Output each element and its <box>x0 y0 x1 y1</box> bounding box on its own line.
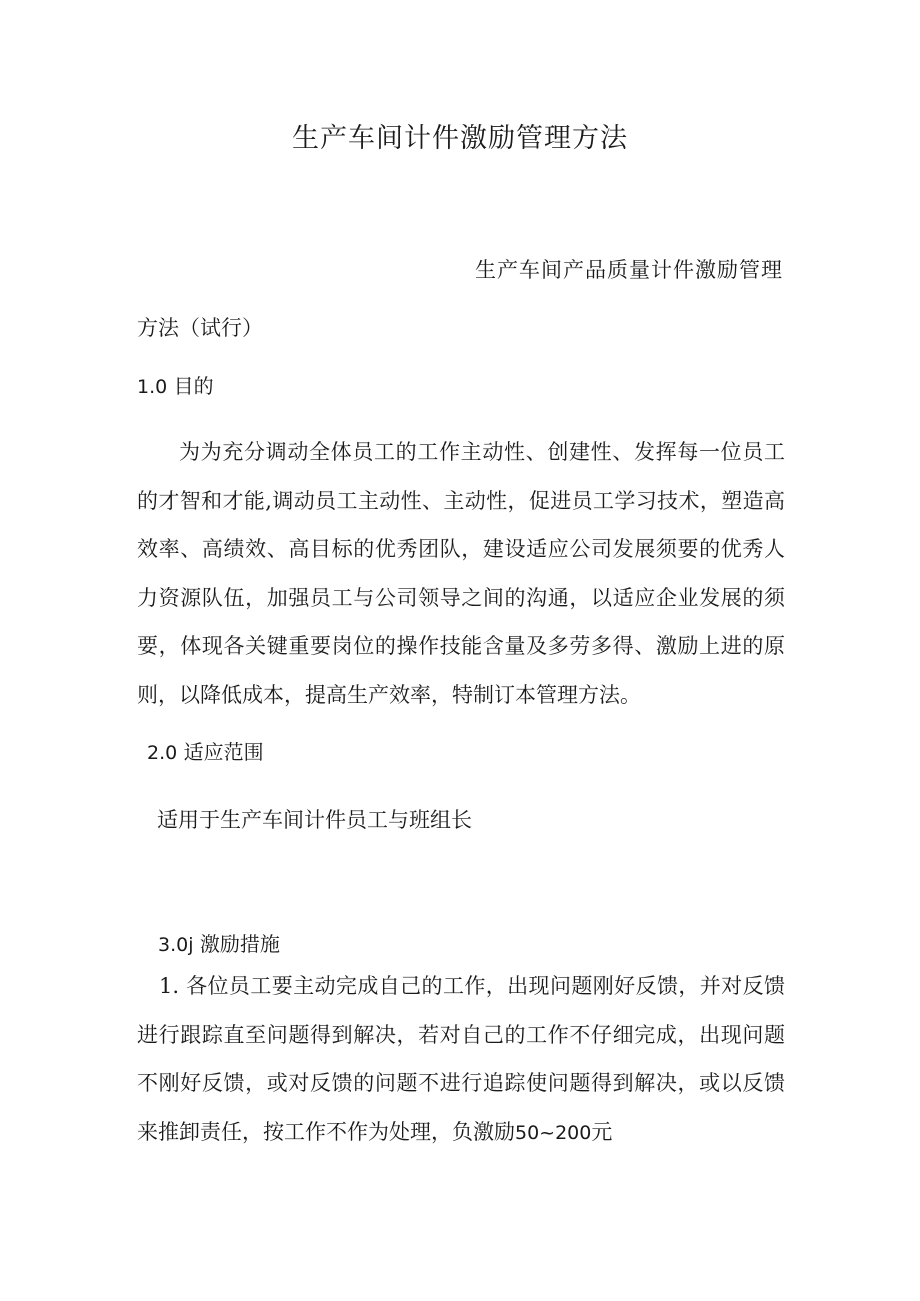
section2-body: 适用于生产车间计件员工与班组长 <box>157 808 472 832</box>
document-subtitle-line1: 生产车间产品质量计件激励管理 <box>475 258 783 282</box>
section3-heading <box>158 928 280 957</box>
document-title: 生产车间计件激励管理方法 <box>292 123 628 154</box>
section3-item1 <box>137 962 785 1157</box>
section1-body: 为为充分调动全体员工的工作主动性、创建性、发挥每一位员工的才智和才能,调动员工主动性、主动性，促进员工学习技术，塑造高效率、高绩效、高目标的优秀团队，建设适应公司发展须要的优秀人力资源队伍，加强员工与公司领导之间的沟通，以适应企业发展的须要，体现各关键重要岗位的操作技能含量及多劳多得、激励上进的原则，以降低成本，提高生产效率，特制订本管理方法。 <box>137 440 785 707</box>
section3-item1-text: 1. 各位员工要主动完成自己的工作，出现问题刚好反馈，并对反馈进行跟踪直至问题得到解决，若对自己的工作不仔细完成，出现问题不刚好反馈，或对反馈的问题不进行追踪使问题得到解决，或以反馈来推卸责任，按工作不作为处理，负激励 <box>137 974 785 1144</box>
document-subtitle-line2: 方法（试行） <box>137 316 263 340</box>
section1-heading <box>137 370 214 399</box>
section3-number: 3.0j <box>158 934 194 956</box>
section1-number: 1.0 <box>137 376 168 398</box>
section2-heading <box>147 736 264 765</box>
section2-number: 2.0 <box>147 742 178 764</box>
section3-item1-unit: 元 <box>591 1119 613 1144</box>
section2-title: 适应范围 <box>183 740 264 764</box>
section3-title: 激励措施 <box>199 932 280 956</box>
section1-title: 目的 <box>173 374 214 398</box>
section3-item1-amount: 50~200 <box>515 1121 592 1144</box>
